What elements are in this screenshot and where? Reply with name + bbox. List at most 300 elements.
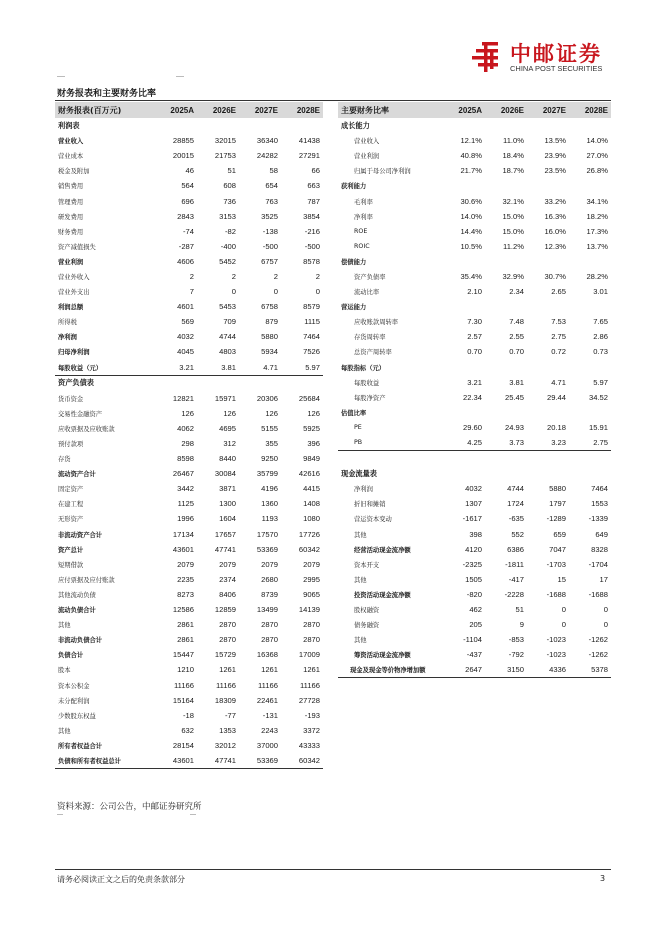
cell-value: 0.72: [551, 347, 566, 357]
row-label: 销售费用: [58, 183, 84, 191]
cell-value: 2079: [261, 559, 278, 569]
cell-value: 25684: [298, 393, 320, 403]
cell-value: 5453: [219, 302, 236, 312]
cell-value: 3.81: [509, 377, 524, 387]
cell-value: 16.3%: [544, 211, 566, 221]
logo-english-text: CHINA POST SECURITIES: [510, 64, 603, 73]
cell-value: [527, 405, 569, 420]
cell-value: [527, 118, 569, 133]
cell-value: 7: [189, 287, 194, 297]
cell-value: -77: [225, 710, 236, 720]
cell-value: 23.5%: [544, 166, 566, 176]
cell-value: [485, 118, 527, 133]
cell-value: 2374: [219, 574, 236, 584]
header-year: 2025A: [458, 105, 482, 115]
cell-value: 11166: [258, 680, 278, 690]
cell-value: 4120: [465, 544, 482, 554]
cell-value: 7.30: [467, 317, 482, 327]
cell-value: 15447: [172, 650, 194, 660]
cell-value: [569, 451, 611, 467]
row-label: 非流动资产合计: [58, 531, 103, 539]
cell-value: 2.10: [467, 287, 482, 297]
header-year: 2027E: [254, 105, 278, 115]
cell-value: 35.4%: [460, 271, 482, 281]
table-row: [338, 344, 611, 359]
cell-value: [569, 299, 611, 314]
cell-value: [443, 299, 485, 314]
cell-value: 22461: [256, 695, 278, 705]
row-label: 净利润: [58, 334, 77, 342]
cell-value: 4744: [219, 332, 236, 342]
cell-value: -1617: [462, 514, 482, 524]
cell-value: [485, 451, 527, 467]
cell-value: 43601: [155, 753, 197, 769]
cell-value: 1797: [549, 499, 566, 509]
cell-value: [239, 375, 281, 391]
cell-value: -1688: [588, 589, 608, 599]
table-row: [338, 451, 611, 467]
cell-value: 398: [469, 529, 482, 539]
cell-value: 5880: [261, 332, 278, 342]
row-label: 经营活动现金流净额: [354, 546, 411, 554]
cell-value: 2870: [219, 620, 236, 630]
header-year: 2028E: [296, 105, 320, 115]
cell-value: 659: [553, 529, 566, 539]
cell-value: -1289: [546, 514, 566, 524]
cell-value: 3.81: [197, 360, 239, 376]
china-post-logo-icon: [470, 40, 504, 74]
cell-value: 47741: [214, 544, 236, 554]
cell-value: -1023: [546, 650, 566, 660]
cell-value: [155, 118, 197, 133]
header-year: 2026E: [500, 105, 524, 115]
cell-value: 0.73: [593, 347, 608, 357]
row-label: 少数股东权益: [58, 712, 96, 720]
cell-value: [239, 118, 281, 133]
row-label: 每股净资产: [354, 394, 386, 402]
cell-value: 4415: [303, 484, 320, 494]
cell-value: 7464: [591, 484, 608, 494]
cell-value: [443, 360, 485, 375]
cell-value: 17: [599, 574, 608, 584]
row-label: 资产减值损失: [58, 243, 96, 251]
cell-value: [569, 360, 611, 375]
cell-value: 26.8%: [586, 166, 608, 176]
cell-value: 4196: [261, 484, 278, 494]
row-label: 营业外支出: [58, 289, 90, 297]
cell-value: 3442: [177, 484, 194, 494]
cell-value: 29.60: [462, 422, 482, 432]
row-label: 财务费用: [58, 228, 84, 236]
cell-value: -400: [220, 241, 236, 251]
row-label: 流动负债合计: [58, 607, 96, 615]
cell-value: 27291: [298, 151, 320, 161]
cell-value: 8598: [177, 454, 194, 464]
cell-value: 0.70: [509, 347, 524, 357]
cell-value: 53369: [256, 544, 278, 554]
cell-value: [281, 375, 323, 391]
decorative-tick: [57, 76, 65, 77]
row-label: 获利能力: [341, 183, 367, 191]
row-label: 每股收益: [354, 379, 380, 387]
cell-value: 28154: [172, 740, 194, 750]
row-label: 所得税: [58, 319, 77, 327]
row-label: ROIC: [354, 242, 370, 250]
cell-value: 1307: [465, 499, 482, 509]
cell-value: 2: [231, 271, 236, 281]
row-label: 每股收益（元）: [55, 360, 155, 376]
cell-value: 2.65: [551, 287, 566, 297]
cell-value: [443, 466, 485, 481]
cell-value: 36340: [256, 136, 278, 146]
table-row: [55, 587, 323, 602]
cell-value: 10.5%: [460, 241, 482, 251]
row-label: 折旧和摊销: [354, 501, 386, 509]
row-label: 毛利率: [354, 198, 373, 206]
row-label: 净利率: [354, 213, 373, 221]
table-row: [338, 662, 611, 678]
table-row: [338, 617, 611, 632]
cell-value: 18.2%: [586, 211, 608, 221]
cell-value: 33.2%: [544, 196, 566, 206]
cell-value: -74: [183, 226, 194, 236]
table-row: [55, 693, 323, 708]
table-row: [55, 299, 323, 314]
row-label: 固定资产: [58, 486, 84, 494]
table-row: [55, 496, 323, 511]
table-row: [338, 193, 611, 208]
cell-value: 5.97: [281, 360, 323, 376]
row-label: 在建工程: [58, 501, 84, 509]
cell-value: 13499: [256, 605, 278, 615]
table-row: [338, 420, 611, 435]
cell-value: 58: [269, 166, 278, 176]
cell-value: 2235: [177, 574, 194, 584]
cell-value: 8579: [303, 302, 320, 312]
cell-value: 40.8%: [460, 151, 482, 161]
financial-ratios-table: [338, 102, 611, 678]
row-label: 筹资活动现金流净额: [354, 652, 411, 660]
cell-value: 18309: [214, 695, 236, 705]
cell-value: [569, 178, 611, 193]
cell-value: 7526: [303, 347, 320, 357]
table-row: [55, 239, 323, 254]
cell-value: 1193: [261, 514, 278, 524]
cell-value: 7464: [303, 332, 320, 342]
cell-value: 4606: [177, 256, 194, 266]
table-row: [338, 224, 611, 239]
cell-value: -792: [508, 650, 524, 660]
cell-value: 14.0%: [586, 136, 608, 146]
source-note: 资料来源：公司公告，中邮证券研究所: [57, 802, 202, 812]
table-row: [338, 314, 611, 329]
cell-value: 355: [265, 439, 278, 449]
cell-value: 27728: [298, 695, 320, 705]
cell-value: 3.73: [485, 435, 527, 451]
cell-value: 6758: [261, 302, 278, 312]
cell-value: -138: [262, 226, 278, 236]
table-row: [55, 617, 323, 632]
cell-value: 42616: [298, 469, 320, 479]
cell-value: -193: [304, 710, 320, 720]
cell-value: 9849: [303, 454, 320, 464]
cell-value: 396: [307, 439, 320, 449]
cell-value: -820: [466, 589, 482, 599]
cell-value: 14.0%: [460, 211, 482, 221]
row-label: 应收票据及应收账款: [58, 425, 115, 433]
cell-value: [569, 118, 611, 133]
cell-value: 879: [265, 317, 278, 327]
table-row: [55, 647, 323, 662]
cell-value: 1360: [261, 499, 278, 509]
table-header-row: [55, 102, 323, 118]
row-label: 总资产周转率: [354, 349, 392, 357]
cell-value: 2.75: [551, 332, 566, 342]
row-label: 非流动负债合计: [58, 637, 103, 645]
table-row: [338, 360, 611, 375]
table-row: [338, 466, 611, 481]
row-label: 应收账款周转率: [354, 319, 399, 327]
cell-value: [527, 360, 569, 375]
cell-value: 12586: [172, 605, 194, 615]
cell-value: -500: [262, 241, 278, 251]
cell-value: 205: [469, 620, 482, 630]
table-row: [338, 163, 611, 178]
cell-value: 0: [273, 287, 278, 297]
table-row: [55, 723, 323, 738]
cell-value: 3372: [303, 725, 320, 735]
table-header-row: [338, 102, 611, 118]
cell-value: 43601: [172, 544, 194, 554]
footer-rule: [55, 869, 611, 870]
cell-value: 4695: [219, 423, 236, 433]
table-row: [55, 602, 323, 617]
cell-value: 696: [181, 196, 194, 206]
cell-value: [443, 118, 485, 133]
cell-value: 17570: [256, 529, 278, 539]
cell-value: 3.21: [467, 377, 482, 387]
row-label: 营业利润: [58, 258, 84, 266]
table-row: [338, 496, 611, 511]
cell-value: 16368: [256, 650, 278, 660]
cell-value: 1125: [177, 499, 194, 509]
cell-value: 312: [223, 439, 236, 449]
cell-value: 11.0%: [503, 136, 524, 146]
row-label: 其他: [58, 622, 71, 630]
cell-value: 34.52: [588, 392, 608, 402]
cell-value: 16.0%: [544, 226, 566, 236]
cell-value: 21.7%: [460, 166, 482, 176]
cell-value: 4601: [177, 302, 194, 312]
cell-value: 1505: [465, 574, 482, 584]
cell-value: -1339: [588, 514, 608, 524]
table-row: [338, 572, 611, 587]
table-row: [338, 299, 611, 314]
row-label: 负债合计: [58, 652, 84, 660]
cell-value: -1688: [546, 589, 566, 599]
table-row: [55, 329, 323, 344]
cell-value: 37000: [256, 740, 278, 750]
cell-value: 0: [231, 287, 236, 297]
row-label: [338, 451, 443, 467]
cell-value: 28855: [172, 136, 194, 146]
row-label: 短期借款: [58, 561, 84, 569]
cell-value: -437: [466, 650, 482, 660]
table-row: [338, 269, 611, 284]
cell-value: 3153: [219, 211, 236, 221]
header-year: 2028E: [584, 105, 608, 115]
row-label: 未分配利润: [58, 697, 90, 705]
table-row: [55, 284, 323, 299]
cell-value: 20.18: [546, 422, 566, 432]
cell-value: 8578: [303, 256, 320, 266]
row-label: 资本公积金: [58, 682, 90, 690]
table-row: [338, 329, 611, 344]
table-row: [338, 587, 611, 602]
cell-value: 2243: [261, 725, 278, 735]
title-rule: [55, 100, 611, 101]
table-row: [338, 557, 611, 572]
cell-value: 126: [265, 408, 278, 418]
table-row: [338, 239, 611, 254]
cell-value: 2.86: [593, 332, 608, 342]
cell-value: -417: [508, 574, 524, 584]
cell-value: 17134: [172, 529, 194, 539]
row-label: 现金流量表: [341, 468, 377, 478]
company-logo: [470, 38, 620, 78]
cell-value: 126: [181, 408, 194, 418]
cell-value: 126: [223, 408, 236, 418]
cell-value: 18.7%: [502, 166, 524, 176]
cell-value: 787: [307, 196, 320, 206]
cell-value: 22.34: [462, 392, 482, 402]
table-row: [55, 163, 323, 178]
cell-value: 51: [227, 166, 236, 176]
row-label: 估值比率: [341, 409, 367, 417]
cell-value: -1703: [546, 559, 566, 569]
cell-value: [569, 405, 611, 420]
table-row: [55, 133, 323, 148]
table-row: [55, 421, 323, 436]
cell-value: 2680: [261, 574, 278, 584]
row-label: PB: [338, 435, 443, 451]
cell-value: [527, 466, 569, 481]
header-year: 2026E: [212, 105, 236, 115]
row-label: 营业成本: [58, 153, 84, 161]
cell-value: 6757: [261, 256, 278, 266]
cell-value: 126: [307, 408, 320, 418]
cell-value: 29.44: [546, 392, 566, 402]
cell-value: 8739: [261, 589, 278, 599]
cell-value: 1724: [507, 499, 524, 509]
cell-value: 12821: [172, 393, 194, 403]
row-label: 货币资金: [58, 395, 84, 403]
cell-value: 23.9%: [544, 151, 566, 161]
header-year: 2027E: [542, 105, 566, 115]
table-row: [55, 224, 323, 239]
cell-value: 11.2%: [503, 241, 524, 251]
cell-value: 13.7%: [586, 241, 608, 251]
cell-value: 1300: [219, 499, 236, 509]
cell-value: 0.70: [467, 347, 482, 357]
cell-value: -853: [508, 635, 524, 645]
table-row: [338, 133, 611, 148]
row-label: 资本开支: [354, 561, 380, 569]
cell-value: [527, 451, 569, 467]
row-label: 存货周转率: [354, 334, 386, 342]
cell-value: 2843: [177, 211, 194, 221]
decorative-tick: [190, 814, 196, 815]
row-label: 其他流动负债: [58, 591, 96, 599]
cell-value: 11166: [216, 680, 236, 690]
cell-value: 0: [315, 287, 320, 297]
table-row: [55, 557, 323, 572]
cell-value: 2861: [177, 620, 194, 630]
row-label: 负债和所有者权益总计: [55, 753, 155, 769]
cell-value: -131: [262, 710, 278, 720]
cell-value: 41438: [298, 136, 320, 146]
table-row: [338, 602, 611, 617]
cell-value: 34.1%: [586, 196, 608, 206]
table-row: [338, 254, 611, 269]
cell-value: 3.23: [527, 435, 569, 451]
table-row: [55, 542, 323, 557]
cell-value: 20306: [256, 393, 278, 403]
table-row: [55, 178, 323, 193]
cell-value: 2.75: [569, 435, 611, 451]
cell-value: 27.0%: [586, 151, 608, 161]
cell-value: [281, 118, 323, 133]
cell-value: 649: [595, 529, 608, 539]
footer-disclaimer: 请务必阅读正文之后的免责条款部分: [57, 875, 185, 884]
row-label: 成长能力: [341, 120, 370, 130]
cell-value: 3.01: [593, 287, 608, 297]
cell-value: 0: [561, 605, 566, 615]
cell-value: 53369: [239, 753, 281, 769]
table-row: [55, 527, 323, 542]
cell-value: 2: [273, 271, 278, 281]
row-label: 营业利润: [354, 153, 380, 161]
cell-value: 4336: [527, 662, 569, 678]
cell-value: -1262: [588, 635, 608, 645]
cell-value: 2995: [303, 574, 320, 584]
row-label: 资产总计: [58, 546, 84, 554]
cell-value: 2870: [303, 620, 320, 630]
cell-value: 15.0%: [502, 211, 524, 221]
cell-value: 0: [561, 620, 566, 630]
cell-value: 17009: [298, 650, 320, 660]
cell-value: -2325: [462, 559, 482, 569]
cell-value: 5934: [261, 347, 278, 357]
financial-statements-table: [55, 102, 323, 769]
decorative-tick: [176, 76, 184, 77]
cell-value: 5452: [219, 256, 236, 266]
table-row: [55, 209, 323, 224]
table-row: [338, 405, 611, 420]
table-row: [55, 254, 323, 269]
cell-value: [569, 254, 611, 269]
row-label: 营业收入: [58, 138, 84, 146]
table-row: [55, 632, 323, 647]
cell-value: 32015: [214, 136, 236, 146]
row-label: 现金及现金等价物净增加额: [338, 662, 443, 678]
cell-value: 15.91: [588, 422, 608, 432]
cell-value: [197, 118, 239, 133]
row-label: 股权融资: [354, 607, 380, 615]
table-row: [55, 148, 323, 163]
cell-value: 632: [181, 725, 194, 735]
row-label: 交易性金融资产: [58, 410, 103, 418]
